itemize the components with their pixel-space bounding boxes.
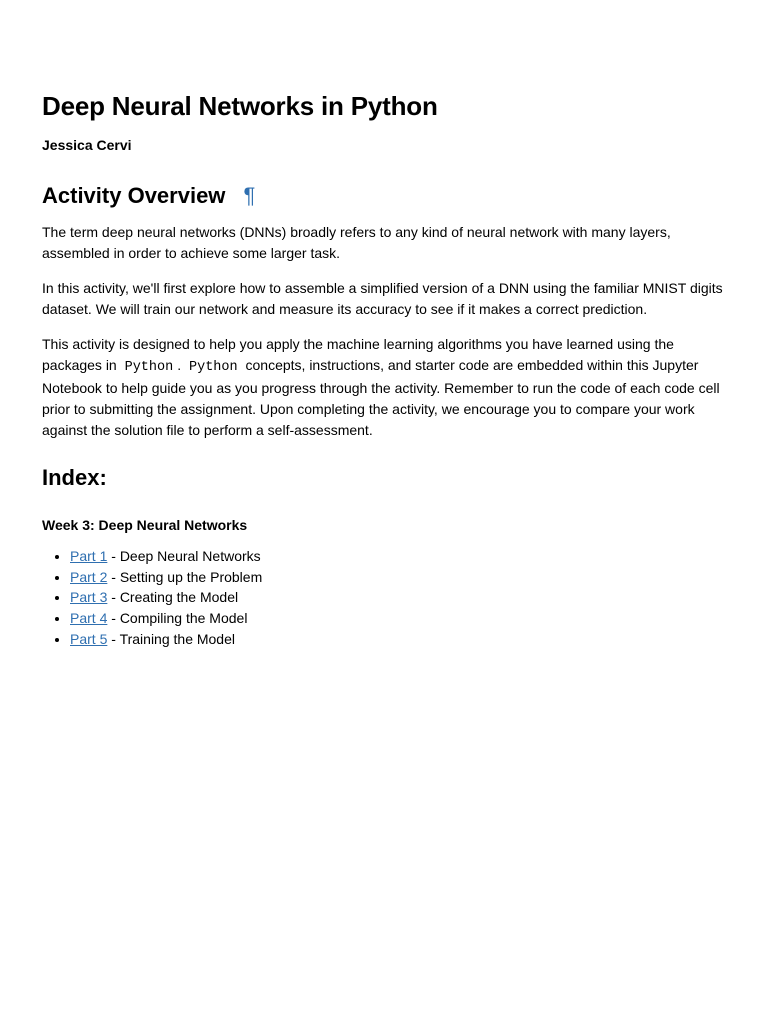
inline-code-python-2: Python (189, 360, 238, 375)
overview-paragraph-3 (42, 334, 726, 441)
part-1-description: Deep Neural Networks (119, 548, 261, 564)
author-name: Jessica Cervi (42, 137, 132, 153)
part-5-link[interactable]: Part 5 (70, 630, 108, 647)
list-item (70, 608, 262, 629)
activity-overview-heading-text: Activity Overview (42, 183, 226, 208)
list-separator: - (107, 610, 120, 627)
part-1-link[interactable]: Part 1 (70, 548, 108, 564)
anchor-link-icon[interactable]: ¶ (243, 183, 256, 208)
list-separator: - (107, 630, 120, 647)
part-2-description: Setting up the Problem (119, 568, 263, 585)
parts-list (42, 546, 262, 650)
part-3-link[interactable]: Part 3 (70, 589, 108, 606)
list-item (70, 587, 262, 608)
inline-code-python: Python (124, 360, 174, 375)
activity-overview-heading (42, 181, 255, 211)
page-title: Deep Neural Networks in Python (42, 91, 438, 121)
part-4-description: Compiling the Model (119, 610, 248, 627)
list-item (70, 629, 262, 650)
part-2-link[interactable]: Part 2 (70, 568, 108, 585)
list-item (70, 567, 262, 588)
week-label: Week 3: Deep Neural Networks (42, 517, 248, 533)
part-5-description: Training the Model (119, 630, 235, 647)
part-3-description: Creating the Model (119, 589, 239, 606)
overview-paragraph-2: In this activity, we'll first explore how to assemble a simplified version of a DNN using the familiar MNIST digits dataset. We will train our network and measure its accuracy to see if it makes a correct prediction. (42, 280, 723, 317)
paragraph-3-intro: This activity is designed to help you apply the machine learning algorithms you have learned using the packages in (42, 336, 674, 373)
list-separator: - (107, 589, 120, 606)
list-separator: - (107, 548, 120, 564)
index-heading: Index: (42, 465, 107, 490)
list-separator: - (107, 568, 120, 585)
overview-paragraph-1: The term deep neural networks (DNNs) broadly refers to any kind of neural network with many layers, assembled in order to achieve some larger task. (42, 224, 671, 261)
paragraph-3-dot: . (177, 357, 182, 373)
paragraph-3-body: concepts, instructions, and starter code are embedded within this Jupyter Notebook to help guide you as you progress through the activity. Remember to run the code of each code cell prior to submitting the assignment. Upon completing the activity, we encourage you to compare your work against the solution file to perform a self-assessment. (42, 357, 720, 438)
list-item (70, 546, 262, 567)
part-4-link[interactable]: Part 4 (70, 610, 108, 627)
